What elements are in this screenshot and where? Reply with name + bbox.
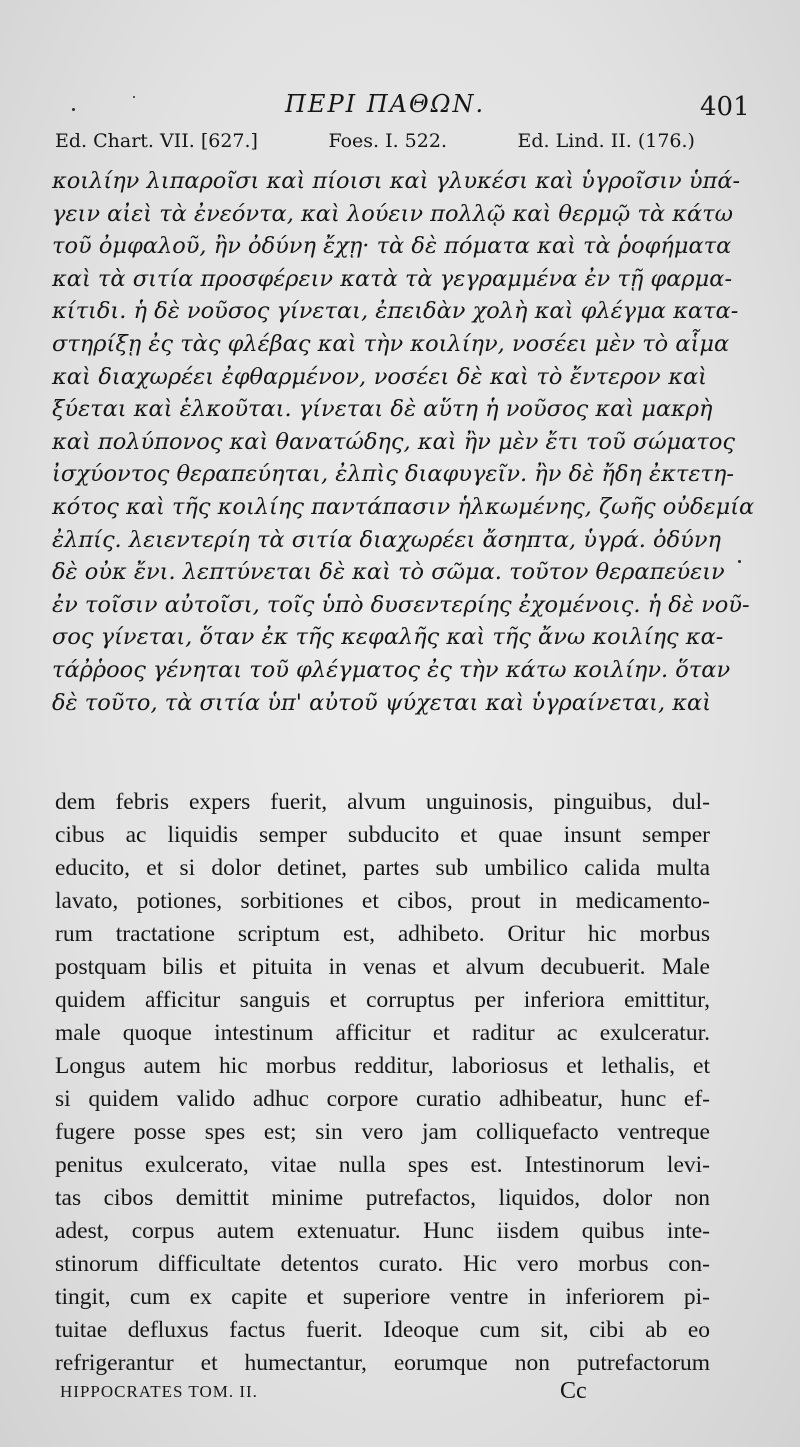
greek-line: τοῦ ὀμφαλοῦ, ἢν ὀδύνη ἔχῃ· τὰ δὲ πόματα καὶ τὰ ῥοφήματα: [52, 233, 732, 260]
edition-references: [55, 130, 695, 152]
latin-line: lavato, potiones, sorbitiones et cibos, prout in medicamento-: [55, 888, 710, 914]
ink-speck: [738, 560, 741, 563]
footer-signature: Cc: [560, 1378, 587, 1404]
edition-lind: Ed. Lind. II. (176.): [517, 130, 695, 152]
latin-text-block: [55, 786, 710, 1380]
greek-line: δὲ τοῦτο, τὰ σιτία ὑπ' αὐτοῦ ψύχεται καὶ ὑγραίνεται, καὶ: [52, 689, 712, 716]
latin-line: Longus autem hic morbus redditur, laboriosus et lethalis, et: [55, 1053, 710, 1079]
latin-line: rum tractatione scriptum est, adhibeto. Oritur hic morbus: [55, 921, 710, 947]
latin-line: postquam bilis et pituita in venas et alvum decubuerit. Male: [55, 954, 710, 980]
greek-line: ξύεται καὶ ἑλκοῦται. γίνεται δὲ αὕτη ἡ νοῦσος καὶ μακρὴ: [52, 396, 713, 423]
ink-speck: [133, 96, 135, 98]
latin-line: tas cibos demittit minime putrefactos, liquidos, dolor non: [55, 1185, 710, 1211]
latin-line: cibus ac liquidis semper subducito et quae insunt semper: [55, 822, 710, 848]
latin-line: fugere posse spes est; sin vero jam colliquefacto ventreque: [55, 1119, 710, 1145]
greek-line: ἐν τοῖσιν αὐτοῖσι, τοῖς ὑπὸ δυσεντερίης ἐχομένοις. ἡ δὲ νοῦ-: [52, 591, 750, 618]
greek-line: κίτιδι. ἡ δὲ νοῦσος γίνεται, ἐπειδὰν χολὴ καὶ φλέγμα κατα-: [52, 298, 739, 325]
greek-text-block: [52, 165, 755, 719]
latin-line: tuitae defluxus factus fuerit. Ideoque cum sit, cibi ab eo: [55, 1317, 710, 1343]
ink-speck: [72, 108, 75, 111]
edition-chart: Ed. Chart. VII. [627.]: [55, 130, 258, 152]
latin-line: si quidem valido adhuc corpore curatio adhibeatur, hunc ef-: [55, 1086, 710, 1112]
page-number: 401: [700, 92, 750, 122]
edition-foes: Foes. I. 522.: [328, 130, 447, 152]
latin-line: dem febris expers fuerit, alvum unguinosis, pinguibus, dul-: [55, 789, 710, 815]
greek-line: καὶ τὰ σιτία προσφέρειν κατὰ τὰ γεγραμμένα ἐν τῇ φαρμα-: [52, 265, 733, 292]
footer-work-title: HIPPOCRATES TOM. II.: [60, 1382, 258, 1401]
greek-line: ἐλπίς. λειεντερίη τὰ σιτία διαχωρέει ἄσηπτα, ὑγρά. ὀδύνη: [52, 526, 721, 553]
latin-line: male quoque intestinum afficitur et raditur ac exulceratur.: [55, 1020, 710, 1046]
latin-line: refrigerantur et humectantur, eorumque non putrefactorum: [55, 1350, 710, 1376]
greek-line: τάῤῥοος γένηται τοῦ φλέγματος ἐς τὴν κάτω κοιλίην. ὅταν: [52, 656, 731, 683]
latin-line: quidem afficitur sanguis et corruptus per inferiora emittitur,: [55, 987, 710, 1013]
latin-line: adest, corpus autem extenuatur. Hunc iisdem quibus inte-: [55, 1218, 710, 1244]
greek-line: καὶ πολύπονος καὶ θανατώδης, καὶ ἢν μὲν ἔτι τοῦ σώματος: [52, 428, 735, 455]
latin-line: penitus exulcerato, vitae nulla spes est. Intestinorum levi-: [55, 1152, 710, 1178]
greek-line: δὲ οὐκ ἔνι. λεπτύνεται δὲ καὶ τὸ σῶμα. τοῦτον θεραπεύειν: [52, 559, 725, 586]
greek-line: ἰσχύοντος θεραπεύηται, ἐλπὶς διαφυγεῖν. ἢν δὲ ἤδη ἐκτετη-: [52, 461, 734, 488]
greek-line: σος γίνεται, ὅταν ἐκ τῆς κεφαλῆς καὶ τῆς ἄνω κοιλίης κα-: [52, 624, 724, 651]
greek-line: καὶ διαχωρέει ἐφθαρμένον, νοσέει δὲ καὶ τὸ ἔντερον καὶ: [52, 363, 707, 390]
latin-line: educito, et si dolor detinet, partes sub umbilico calida multa: [55, 855, 710, 881]
latin-line: tingit, cum ex capite et superiore ventre in inferiorem pi-: [55, 1284, 710, 1310]
greek-line: κότος καὶ τῆς κοιλίης παντάπασιν ἡλκωμένης, ζωῆς οὐδεμία: [52, 493, 755, 520]
running-title: ΠΕΡΙ ΠΑΘΩΝ.: [285, 90, 486, 118]
greek-line: κοιλίην λιπαροῖσι καὶ πίοισι καὶ γλυκέσι καὶ ὑγροῖσιν ὑπά-: [52, 168, 741, 194]
latin-line: stinorum difficultate detentos curato. Hic vero morbus con-: [55, 1251, 710, 1277]
greek-line: στηρίξῃ ἐς τὰς φλέβας καὶ τὴν κοιλίην, νοσέει μὲν τὸ αἷμα: [52, 330, 730, 357]
greek-line: γειν αἰεὶ τὰ ἐνεόντα, καὶ λούειν πολλῷ καὶ θερμῷ τὰ κάτω: [52, 200, 733, 227]
